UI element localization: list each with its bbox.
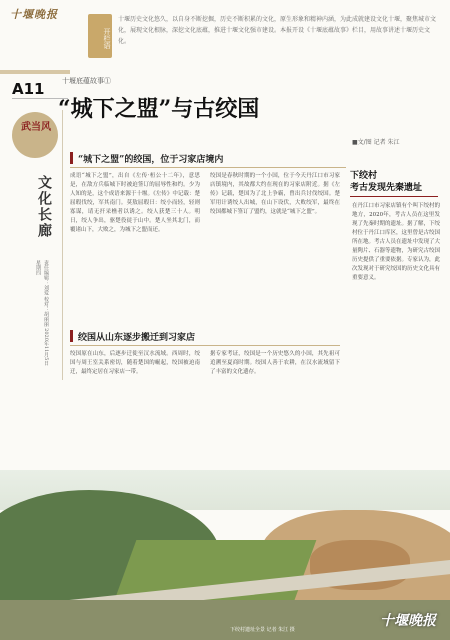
subheading-2 (70, 328, 340, 346)
article-byline: ■文/图 记者 朱江 (352, 139, 400, 146)
masthead-logo: 十堰晚报 (10, 8, 58, 21)
sidebar-top-rule (0, 70, 70, 74)
sidebar-title-rule (350, 196, 438, 197)
article-column-2: 绞国是春秋时期的一个小国，位于今天丹江口市习家店镇境内，其故都大约在现在的习家店附近。据《左传》记载，楚国为了北上争霸，曾出兵讨伐绞国。楚军用计诱绞人出城，在山下设伏，大败绞军，最终在绞国都城下签订了盟约，这就是“城下之盟”。 (210, 173, 340, 215)
sidebar-title: 下绞村 考古发现先秦遗址 (350, 171, 423, 193)
seal-icon (12, 112, 58, 158)
series-label: 十堰底蕴故事① (62, 77, 111, 85)
subheading-1-text: “城下之盟”的绞国，位于习家店境内 (78, 155, 224, 165)
subheading-2-text: 绞国从山东逐步搬迁到习家店 (78, 333, 196, 343)
article-column-1: 成语“城下之盟”，出自《左传·桓公十二年》，意思是，在敌方兵临城下时被迫签订的屈辱性和约。少为人知的是，这个成语来源于十堰。《左传》中记载：楚屈瑕伐绞，军其南门。莫敖屈瑕曰：绞小而轻，轻则寡谋，请无扞采樵者以诱之。绞人获楚三十人。明日，绞人争出，驱楚役徒于山中。楚人坐其北门，而覆诸山下，大败之，为城下之盟而还。 (70, 173, 200, 233)
article-column-4: 据专家考证，绞国是一个历史悠久的小国，其先祖可追溯至夏商时期。绞国人善于农耕，在汉水流域留下了丰富的文化遗存。 (210, 351, 340, 375)
subheading-1 (70, 150, 346, 168)
page-number: A11 (12, 80, 45, 98)
column-intro: 十堰历史文化悠久，以自身不断挖掘，历史不断积累的文化，原生形象和精神内涵，为此成就建设文化十堰，聚焦城市文化，展现文化根脉，深挖文化底蕴，推进十堰文化强市建设。本报开设《十堰底蕴故事》栏目，用故事讲述十堰历史文化。 (118, 16, 437, 45)
footer-logo: 十堰晚报 (380, 613, 436, 629)
section-title: 文化长廊 (36, 175, 52, 239)
article-column-3: 绞国原在山东，后逐步迁徙至汉水流域。西周时，绞国与周王室关系密切，随着楚国的崛起，绞国被迫南迁，最终定居在习家店一带。 (70, 351, 200, 375)
article-headline: “城下之盟”与古绞国 (58, 96, 260, 122)
column-badge (88, 14, 112, 58)
photo-caption: 下绞村遗址全景 记者 朱江 摄 (230, 627, 295, 633)
sidebar-text: 在丹江口市习家店镇有个叫下绞村的地方，2020年，考古人员在这里发现了先秦时期的遗址。据了解，下绞村位于丹江口库区，这里曾是古绞国所在地。考古人员在遗址中发现了大量陶片、石器等遗物，为研究古绞国历史提供了重要依据。专家认为，此次发现对于研究绞国的历史文化具有重要意义。 (352, 203, 440, 281)
subheading-marker (70, 330, 73, 342)
seal-text: 武当风 (21, 122, 51, 133)
sidebar-divider (62, 110, 63, 380)
section-meta: 责任编辑：刘爱 校对：胡丽丽 2020年11月5日 星期四 (35, 260, 49, 366)
subheading-marker (70, 152, 73, 164)
column-badge-label: 开栏语 (103, 27, 111, 49)
